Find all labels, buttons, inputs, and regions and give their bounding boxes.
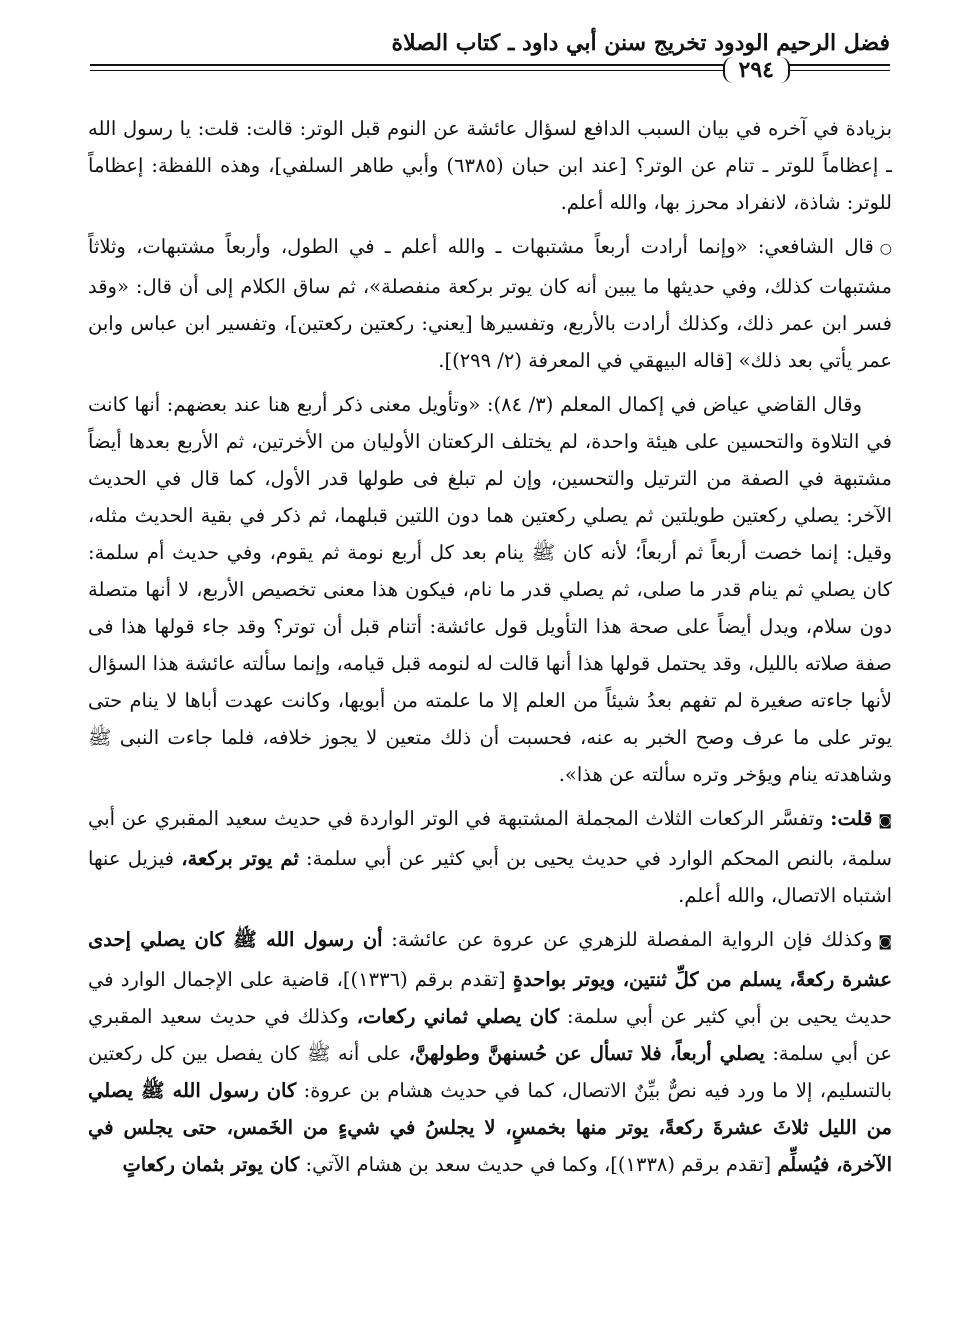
bold-text: ثم يوتر بركعة، xyxy=(181,847,299,870)
text-segment: [تقدم برقم (١٣٣٦)]، قاضية على الإجمال الوارد في حديث يحيى بن أبي كثير عن أبي سلمة: xyxy=(88,968,893,1028)
text-segment: فيزيل عنها اشتباه الاتصال، والله أعلم. xyxy=(88,847,892,907)
page-body xyxy=(88,110,892,1190)
bold-text: قلت: xyxy=(830,807,873,830)
paragraph xyxy=(88,386,892,793)
paragraph-bullet-icon: ◙ xyxy=(878,813,892,829)
page-number: ٢٩٤ xyxy=(723,57,790,83)
text-segment: وتفسَّر الركعات الثلاث المجملة المشتبهة في الوتر الواردة في حديث سعيد المقبري عن أبي سلمة، بالنص المحكم الوارد في حديث يحيى بن أبي كثير عن أبي سلمة: xyxy=(88,807,892,870)
text-segment: على أنه ﷺ كان يفصل بين كل ركعتين بالتسليم، إلا ما ورد فيه نصٌّ بيِّنٌ الاتصال، كما في حديث هشام بن عروة: xyxy=(88,1042,892,1102)
paragraph-bullet-icon: ○ xyxy=(879,241,892,257)
text-segment: وكذلك في حديث سعيد المقبري عن أبي سلمة: xyxy=(88,1005,893,1065)
bold-text: كان رسول الله ﷺ يصلي من الليل ثلاثَ عشرةَ ركعةً، يوتر منها بخمسٍ، لا يجلسُ في شيءٍ من الخَمس، حتى يجلس في الآخرة، فيُسلِّم xyxy=(88,1079,892,1176)
paragraph xyxy=(88,228,892,379)
text-segment: بزيادة في آخره في بيان السبب الدافع لسؤال عائشة عن النوم قبل الوتر: قالت: قلت: يا رسول الله ـ إعظاماً للوتر ـ تنام عن الوتر؟ [عند ابن حبان (٦٣٨٥) وأبي طاهر السلفي]، وهذه اللفظة: إعظاماً للوتر: شاذة، لانفراد محرز بها، والله أعلم. xyxy=(88,117,892,214)
page-header xyxy=(90,22,890,92)
text-segment: قال الشافعي: «وإنما أرادت أربعاً مشتبهات ـ والله أعلم ـ في الطول، وأربعاً مشتبهات، وثلاثاً مشتبهات كذلك، وفي حديثها ما يبين أنه كان يوتر بركعة منفصلة»، ثم ساق الكلام إلى أن قال: «وقد فسر ابن عمر ذلك، وكذلك أرادت بالأربع، وتفسيرها [يعني: ركعتين ركعتين]، وتفسير ابن عباس وابن عمر يأتي بعد ذلك» [قاله البيهقي في المعرفة (٢/ ٢٩٩)]. xyxy=(88,235,892,372)
paragraph xyxy=(88,921,892,1183)
running-title: فضل الرحيم الودود تخريج سنن أبي داود ـ كتاب الصلاة xyxy=(391,30,890,56)
bold-text: كان يصلي ثماني ركعات، xyxy=(356,1005,560,1028)
paragraph-bullet-icon: ◙ xyxy=(878,934,892,950)
paragraph xyxy=(88,800,892,914)
bold-text: كان يوتر بثمان ركعاتٍ xyxy=(122,1153,300,1176)
bold-text: أن رسول الله ﷺ كان يصلي إحدى عشرة ركعةً، يسلم من كلِّ ثنتين، ويوتر بواحدةٍ xyxy=(88,928,892,991)
text-segment: وكذلك فإن الرواية المفصلة للزهري عن عروة عن عائشة: xyxy=(382,928,873,951)
text-segment: وقال القاضي عياض في إكمال المعلم (٣/ ٨٤): «وتأويل معنى ذكر أربع هنا عند بعضهم: أنها كانت في التلاوة والتحسين على هيئة واحدة، لم يختلف الركعتان الأوليان من الأخرتين، ثم الأربع بعدها أيضاً مشتبهة في الصفة من الترتيل والتحسين، وإن لم تبلغ فى طولها قدر الأول، كما قال في الحديث الآخر: يصلي ركعتين طويلتين ثم يصلي ركعتين هما دون اللتين قبلهما، ثم ذكر في بقية الحديث مثله، وقيل: إنما خصت أربعاً ثم أربعاً؛ لأنه كان ﷺ ينام بعد كل أربع نومة ثم يقوم، وفي حديث أم سلمة: كان يصلي ثم ينام قدر ما صلى، ثم يصلي قدر ما نام، فيكون هذا معنى تخصيص الأربع، لا أنها متصلة دون سلام، ويدل أيضاً على صحة هذا التأويل قول عائشة: أتنام قبل أن توتر؟ وقد جاء قولها هذا فى صفة صلاته بالليل، وقد يحتمل قولها هذا أنها قالت له لنومه قبل قيامه، وإنما سألته عائشة هذا السؤال لأنها جاءته صغيرة لم تفهم بعدُ شيئاً من العلم إلا ما علمته من أبويها، وكانت عهدت أباها لا ينام حتى يوتر على ما عرف وصح الخبر به عنه، فحسبت أن ذلك متعين لا يجوز خلافه، فلما جاءت النبى ﷺ وشاهدته ينام ويؤخر وتره سألته عن هذا». xyxy=(88,393,892,786)
bold-text: يصلي أربعاً، فلا تسأل عن حُسنهنَّ وطولهنَّ، xyxy=(408,1042,765,1065)
paragraph xyxy=(88,110,892,221)
text-segment: [تقدم برقم (١٣٣٨)]، وكما في حديث سعد بن هشام الآتي: xyxy=(299,1153,778,1176)
